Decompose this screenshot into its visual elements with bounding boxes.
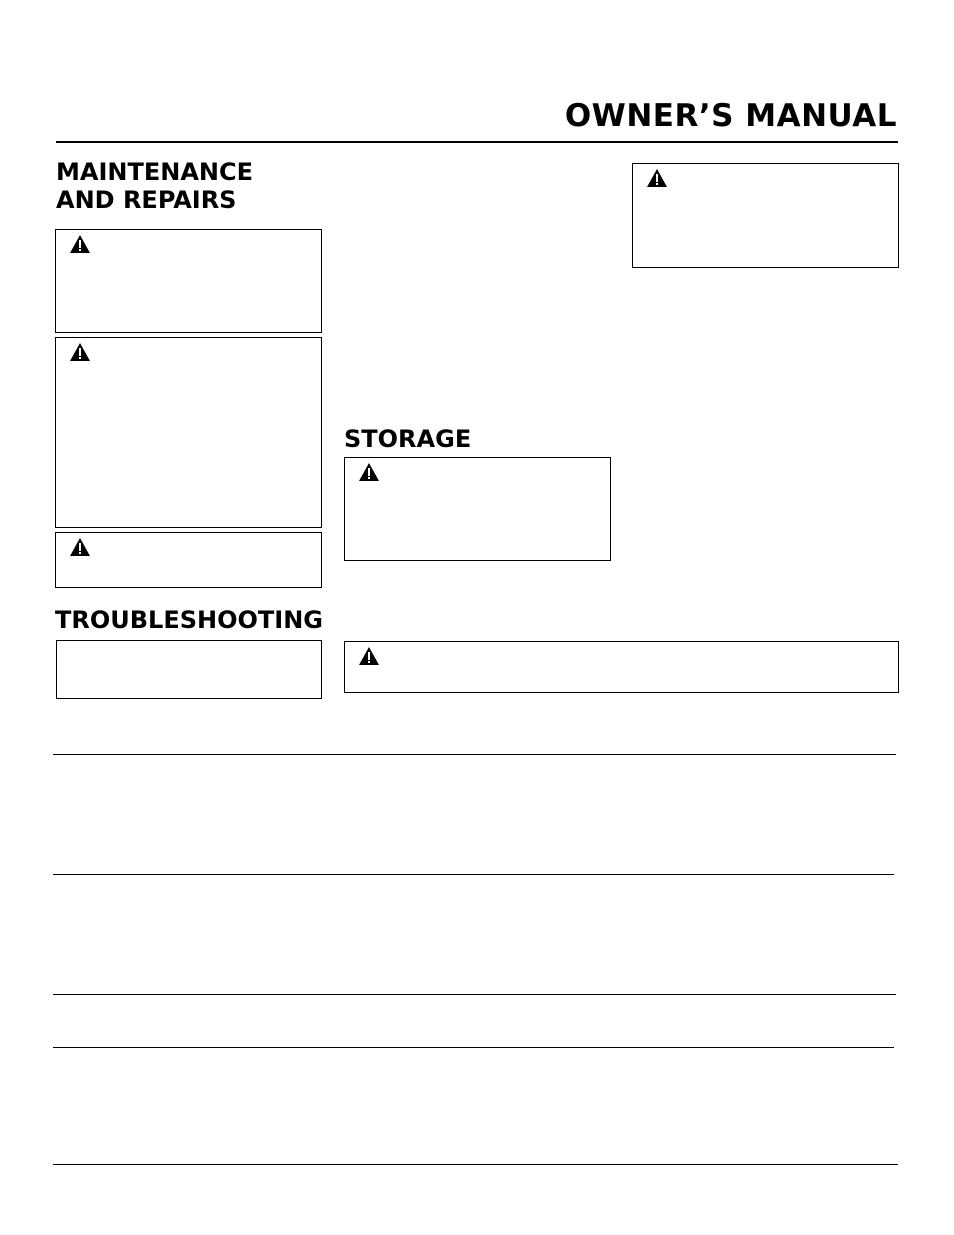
table-row-divider (53, 1047, 894, 1048)
storage-heading: STORAGE (344, 425, 472, 453)
troubleshooting-heading: TROUBLESHOOTING (55, 606, 323, 634)
warning-triangle-icon (358, 462, 380, 482)
header-rule (56, 141, 898, 143)
warning-box-maintenance-1 (55, 229, 322, 333)
maintenance-heading (56, 158, 253, 214)
warning-box-troubleshooting (344, 641, 899, 693)
warning-triangle-icon (646, 168, 668, 188)
warning-box-storage (344, 457, 611, 561)
warning-triangle-icon (69, 537, 91, 557)
page-title: OWNER’S MANUAL (564, 98, 897, 134)
table-row-divider (53, 1164, 898, 1165)
table-row-divider (53, 874, 894, 875)
table-row-divider (53, 994, 896, 995)
warning-box-maintenance-2 (55, 337, 322, 528)
maintenance-heading-line2: AND REPAIRS (56, 186, 237, 214)
warning-triangle-icon (69, 234, 91, 254)
warning-box-maintenance-3 (55, 532, 322, 588)
warning-triangle-icon (69, 342, 91, 362)
warning-box-top-right (632, 163, 899, 268)
maintenance-heading-line1: MAINTENANCE (56, 158, 253, 186)
table-row-divider (53, 754, 896, 755)
warning-triangle-icon (358, 646, 380, 666)
troubleshooting-note-box (56, 640, 322, 699)
